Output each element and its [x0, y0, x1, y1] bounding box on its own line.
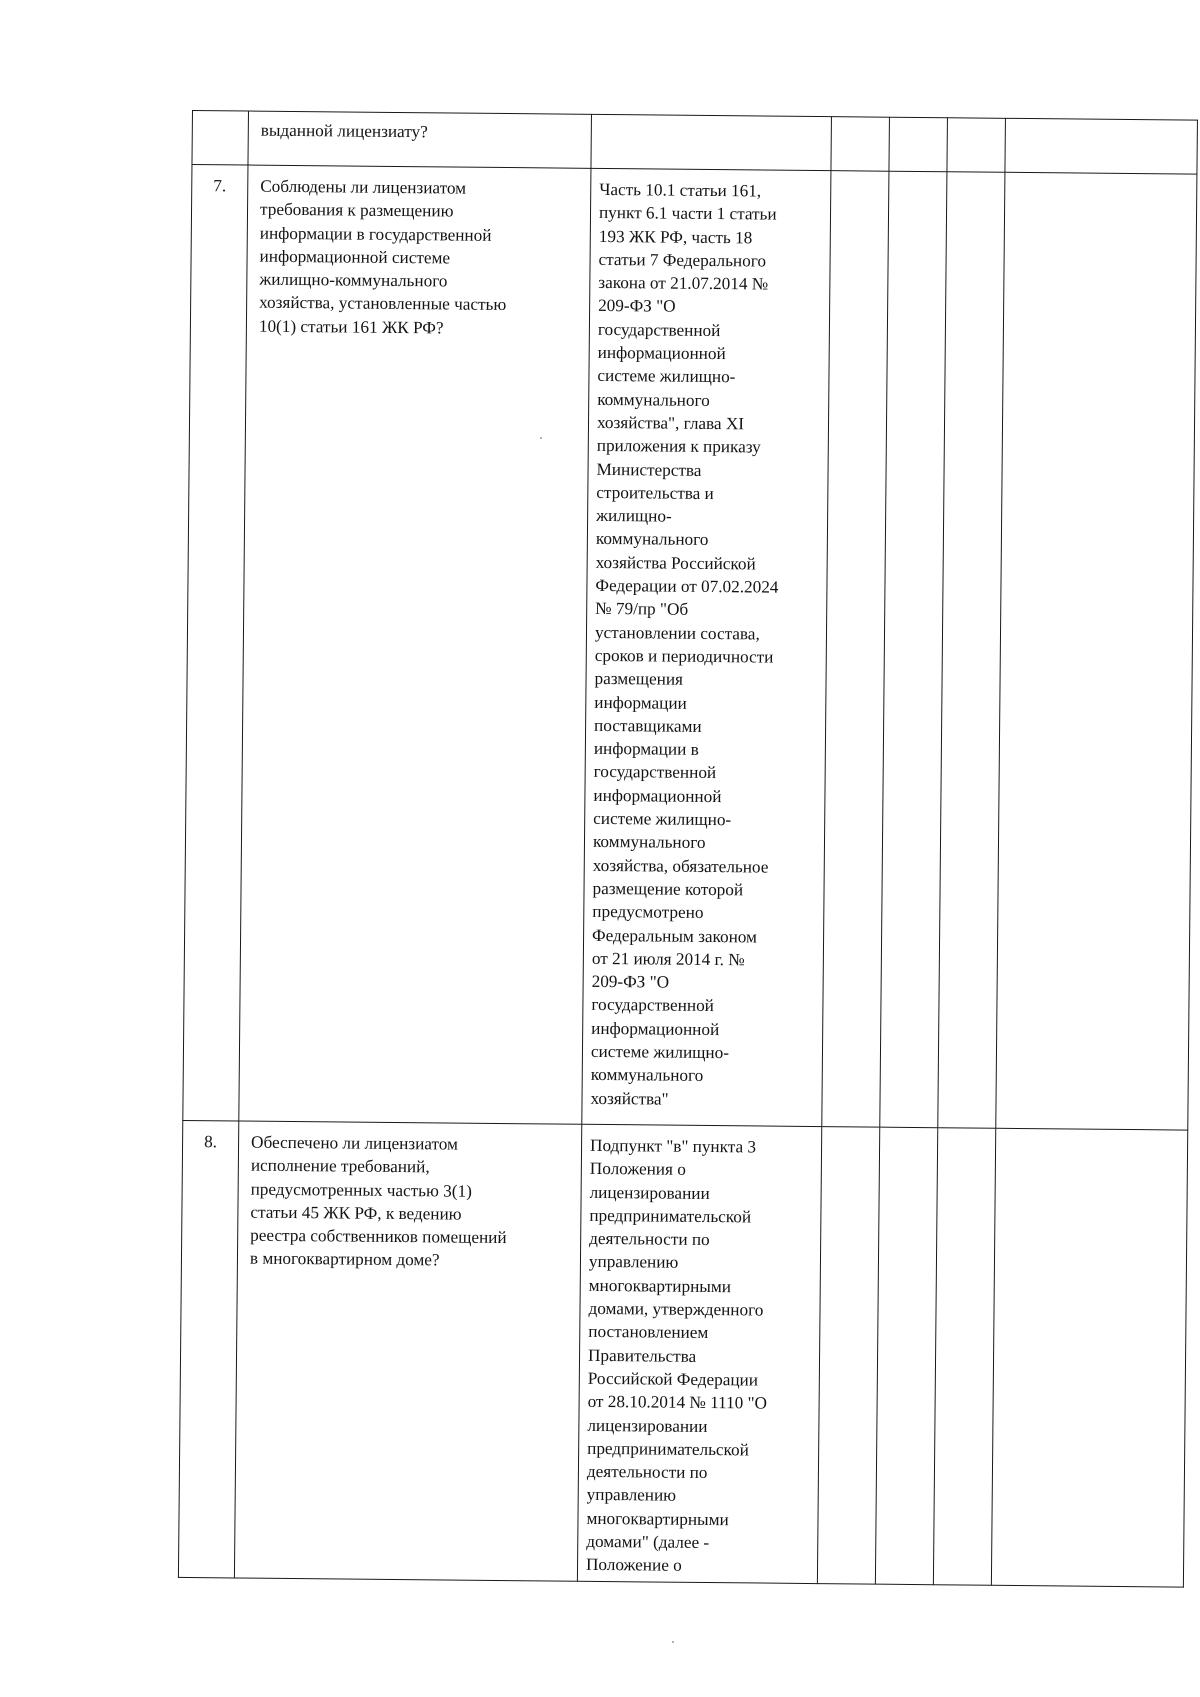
answer-no-cell: [889, 117, 948, 172]
question-text: Обеспечено ли лицензиатом исполнение требований, предусмотренных частью 3(1) статьи 45 ЖК РФ, к ведению реестра собственников помещений в многоквартирном доме?: [249, 1132, 507, 1270]
legal-reference-text: Подпункт "в" пункта 3 Положения о лицензировании предпринимательской деятельности по управлению многоквартирными домами, утвержденного постановлением Правительства Российской Федерации от 28.10.2014 № 1110 "О лицензировании предпринимательской деятельности по управлению многоквартирными домами" (далее - Положение о: [585, 1135, 768, 1576]
notes-cell: [996, 172, 1197, 1130]
answer-yes-cell: [822, 171, 889, 1128]
answer-not-applicable-cell: [933, 1128, 995, 1586]
table-row-continuation: [192, 111, 1197, 175]
notes-cell: [991, 1128, 1187, 1587]
row-number: 8.: [204, 1132, 218, 1152]
legal-reference-cell: [591, 114, 832, 170]
row-number: [193, 120, 248, 121]
row-number-cell: [183, 165, 248, 1121]
checklist-table: [178, 110, 1198, 1588]
legal-reference-cell: [582, 168, 831, 1126]
answer-not-applicable-cell: [938, 172, 1005, 1129]
answer-not-applicable-cell: [947, 118, 1006, 173]
question-text: выданной лицензиату?: [260, 120, 428, 142]
legal-reference-text: Часть 10.1 статьи 161, пункт 6.1 части 1 статьи 193 ЖК РФ, часть 18 статьи 7 Федерального закона от 21.07.2014 № 209-ФЗ "О государственной информационной системе жилищно- коммунального хозяйства", глава XI приложения к приказу Министерства строительства и жилищно- коммунального хозяйства Российской Федерации от 07.02.2024 № 79/пр "Об установлении состава, сроков и периодичности размещения информации поставщиками информации в государственной информационной системе жилищно- коммунального хозяйства, обязательное размещение которой предусмотрено Федеральным законом от 21 июля 2014 г. № 209-ФЗ "О государственной информационной системе жилищно- коммунального хозяйства": [590, 179, 779, 1109]
answer-yes-cell: [831, 117, 890, 172]
question-cell: [234, 1121, 581, 1581]
table-row-8: [178, 1120, 1187, 1587]
question-cell: [248, 111, 592, 168]
answer-no-cell: [880, 171, 947, 1128]
row-number-cell: [192, 111, 249, 166]
row-number: 7.: [213, 176, 227, 196]
question-text: Соблюдены ли лицензиатом требования к размещению информации в государственной информационной системе жилищно-коммунального хозяйства, установленные частью 10(1) статьи 161 ЖК РФ?: [258, 176, 507, 338]
scan-speck: [540, 437, 542, 439]
row-number-cell: [178, 1120, 238, 1578]
answer-no-cell: [875, 1127, 937, 1585]
answer-yes-cell: [817, 1127, 879, 1585]
legal-reference-cell: [577, 1124, 821, 1583]
scan-speck: [672, 1641, 674, 1643]
notes-cell: [1005, 118, 1198, 174]
table-row-7: [183, 165, 1197, 1131]
legal-reference-text: [600, 124, 825, 126]
question-cell: [239, 165, 591, 1124]
